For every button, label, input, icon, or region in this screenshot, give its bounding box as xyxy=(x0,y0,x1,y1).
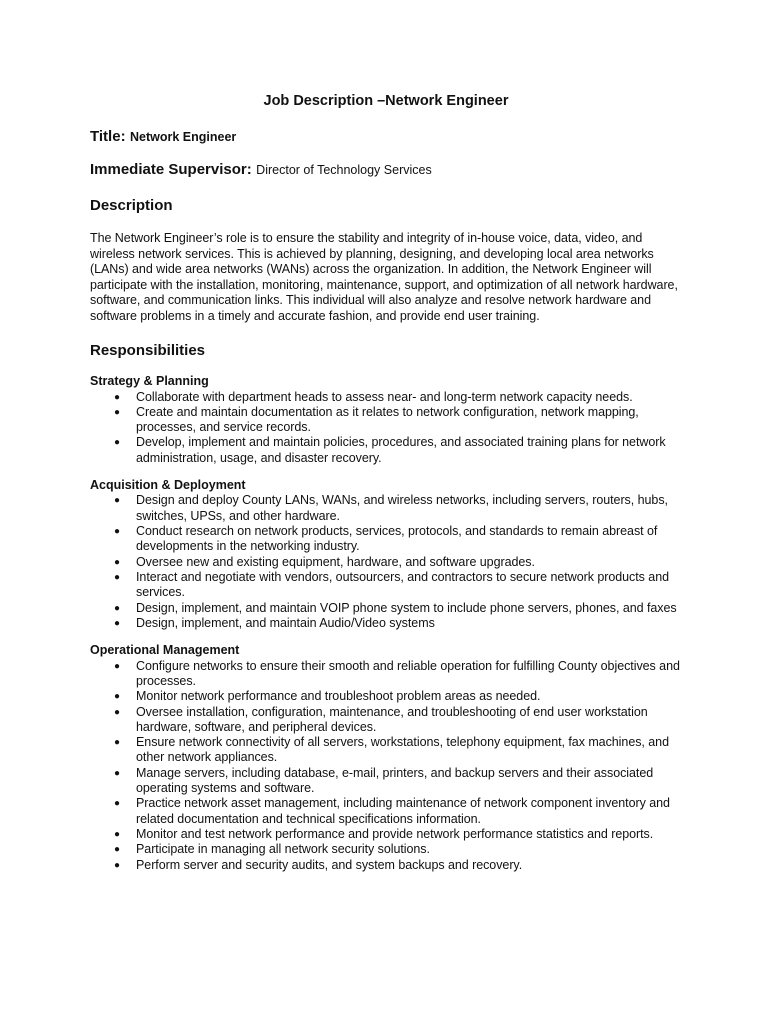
responsibility-group-operational-management xyxy=(90,643,686,873)
list-item-text: Ensure network connectivity of all servers, workstations, telephony equipment, fax machines, and other network appliances. xyxy=(136,735,669,765)
supervisor-field xyxy=(90,161,686,179)
list-item-text: Design, implement, and maintain Audio/Video systems xyxy=(136,615,435,630)
title-field xyxy=(90,128,686,146)
list-item-text: Design, implement, and maintain VOIP phone system to include phone servers, phones, and faxes xyxy=(136,600,677,615)
bullet-icon: ● xyxy=(114,828,120,840)
list-item-text: Interact and negotiate with vendors, outsourcers, and contractors to secure network products and services. xyxy=(136,569,670,600)
list-item xyxy=(90,858,686,873)
list-item xyxy=(90,842,686,857)
group-title: Operational Management xyxy=(90,643,240,658)
bullet-icon: ● xyxy=(114,391,120,403)
bullet-icon: ● xyxy=(114,844,120,856)
list-item xyxy=(90,689,686,704)
list-item-text: Configure networks to ensure their smooth and reliable operation for fulfilling County objectives and processes. xyxy=(136,658,680,688)
bullet-icon: ● xyxy=(114,706,120,718)
list-item xyxy=(90,659,686,690)
description-paragraph: The Network Engineer’s role is to ensure the stability and integrity of in-house voice, data, video, and wireless network services. This is achieved by planning, designing, and developing local area networks (LANs) and wide area networks (WANs) across the organization. In addition, the Network Engineer will participate with the installation, monitoring, maintenance, support, and optimization of all network hardware, software, and communication links. This individual will also analyze and resolve network hardware and software problems in a timely and accurate fashion, and provide end user training. xyxy=(90,231,678,323)
list-item-text: Monitor and test network performance and provide network performance statistics and reports. xyxy=(136,826,654,841)
bullet-icon: ● xyxy=(114,406,120,418)
list-item xyxy=(90,601,686,616)
bullet-icon: ● xyxy=(114,798,120,810)
list-item-text: Participate in managing all network security solutions. xyxy=(136,842,430,857)
group-title: Strategy & Planning xyxy=(90,374,209,388)
responsibility-group-strategy-planning xyxy=(90,374,686,466)
list-item-text: Monitor network performance and troubleshoot problem areas as needed. xyxy=(136,689,541,704)
list-item xyxy=(90,435,686,466)
supervisor-field-value: Director of Technology Services xyxy=(256,163,432,177)
list-item xyxy=(90,390,686,405)
list-item xyxy=(90,405,686,436)
list-item-text: Perform server and security audits, and system backups and recovery. xyxy=(136,857,523,872)
supervisor-field-label: Immediate Supervisor: xyxy=(90,161,252,178)
list-item xyxy=(90,705,686,736)
list-item-text: Practice network asset management, including maintenance of network component inventory and related documentation and technical specifications information. xyxy=(136,796,670,826)
bullet-icon: ● xyxy=(114,691,120,703)
bullet-icon: ● xyxy=(114,737,120,749)
bullet-icon: ● xyxy=(114,602,120,614)
bullet-list xyxy=(90,493,686,631)
bullet-icon: ● xyxy=(114,556,120,568)
list-item xyxy=(90,796,686,827)
bullet-icon: ● xyxy=(114,660,120,672)
list-item xyxy=(90,493,686,524)
bullet-icon: ● xyxy=(114,495,120,507)
list-item xyxy=(90,735,686,766)
list-item-text: Manage servers, including database, e-mail, printers, and backup servers and their associated operating systems and software. xyxy=(136,765,654,796)
responsibilities-heading: Responsibilities xyxy=(90,342,206,359)
list-item-text: Design and deploy County LANs, WANs, and wireless networks, including servers, routers, hubs, switches, UPSs, and other hardware. xyxy=(136,493,668,523)
bullet-icon: ● xyxy=(114,526,120,538)
responsibility-group-acquisition-deployment xyxy=(90,478,686,631)
list-item xyxy=(90,555,686,570)
list-item xyxy=(90,766,686,797)
title-field-label: Title: xyxy=(90,128,126,145)
bullet-list xyxy=(90,390,686,466)
title-field-value: Network Engineer xyxy=(130,130,237,144)
list-item-text: Oversee installation, configuration, maintenance, and troubleshooting of end user workstation hardware, software, and peripheral devices. xyxy=(136,704,648,734)
list-item-text: Collaborate with department heads to assess near- and long-term network capacity needs. xyxy=(136,389,633,404)
list-item-text: Create and maintain documentation as it relates to network configuration, network mapping, processes, and service records. xyxy=(136,404,639,435)
bullet-icon: ● xyxy=(114,617,120,629)
list-item xyxy=(90,570,686,601)
list-item-text: Oversee new and existing equipment, hardware, and software upgrades. xyxy=(136,554,535,569)
list-item-text: Conduct research on network products, services, protocols, and standards to remain abreast of developments in the networking industry. xyxy=(136,524,658,554)
description-heading: Description xyxy=(90,197,173,214)
bullet-icon: ● xyxy=(114,859,120,871)
list-item xyxy=(90,524,686,555)
list-item xyxy=(90,616,686,631)
group-title: Acquisition & Deployment xyxy=(90,477,246,492)
bullet-icon: ● xyxy=(114,767,120,779)
list-item-text: Develop, implement and maintain policies, procedures, and associated training plans for network administration, usage, and disaster recovery. xyxy=(136,435,666,465)
list-item xyxy=(90,827,686,842)
bullet-icon: ● xyxy=(114,571,120,583)
bullet-list xyxy=(90,659,686,873)
document-title: Job Description –Network Engineer xyxy=(263,93,509,109)
bullet-icon: ● xyxy=(114,437,120,449)
